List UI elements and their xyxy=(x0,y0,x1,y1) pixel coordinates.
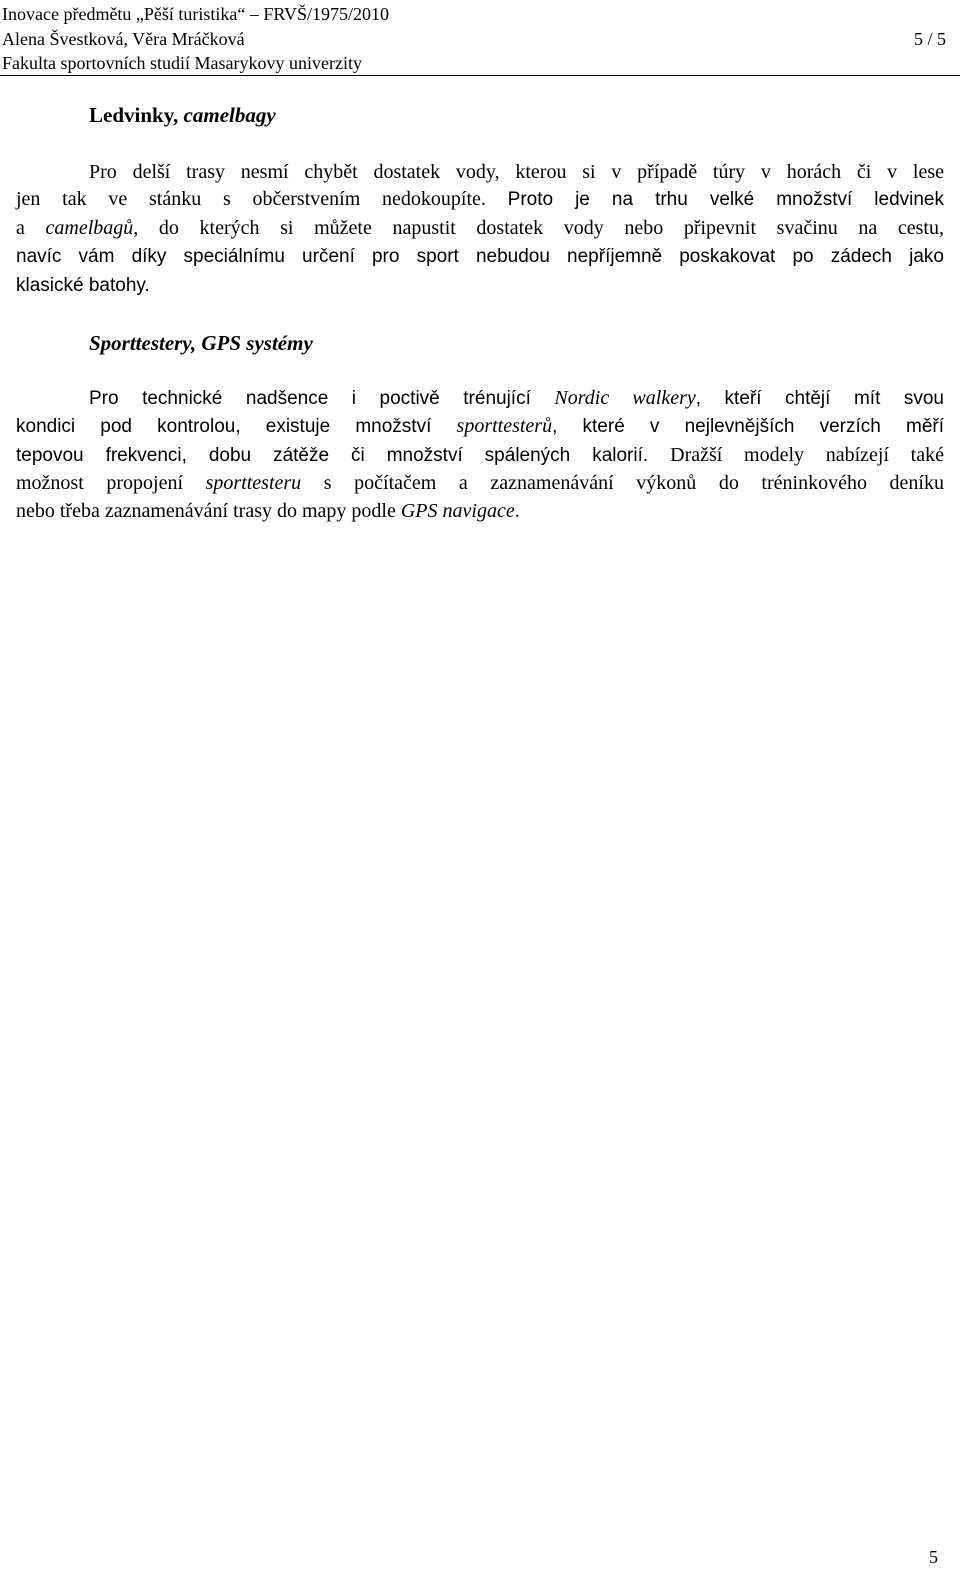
paragraph-line xyxy=(16,243,944,271)
paragraph-line xyxy=(16,185,944,214)
header-page-counter: 5 / 5 xyxy=(913,29,946,49)
text-run: , do kterých si můžete napustit dostatek vody nebo připevnit svačinu na cestu, xyxy=(133,217,944,239)
text-run: možnost propojení xyxy=(16,472,206,494)
paragraph-line xyxy=(16,497,944,525)
text-run-italic: GPS navigace xyxy=(400,500,515,522)
paragraph-line xyxy=(16,214,944,242)
section-heading-ledvinky xyxy=(89,102,276,128)
text-run-italic: camelbagů xyxy=(45,217,134,239)
text-run: navíc vám díky speciálnímu určení pro sport nebudou nepříjemně poskakovat po zádech jako xyxy=(16,246,944,267)
heading-italic: camelbagy xyxy=(183,103,276,127)
text-run-italic: Nordic walkery xyxy=(554,387,696,409)
header-course-title: Inovace předmětu „Pěší turistika“ – FRVŠ/1975/2010 xyxy=(2,4,389,24)
text-run: , které v nejlevnějších verzích měří xyxy=(552,416,944,437)
text-run: , kteří chtějí mít svou xyxy=(695,388,944,409)
footer-page-number: 5 xyxy=(929,1547,938,1567)
text-run: a xyxy=(16,217,46,239)
paragraph-line xyxy=(16,441,944,470)
text-run: nebo třeba zaznamenávání trasy do mapy podle xyxy=(16,500,401,522)
text-run: Dražší modely nabízejí také xyxy=(670,444,944,466)
paragraph-line xyxy=(89,384,944,413)
text-run: Proto je na trhu velké množství ledvinek xyxy=(507,189,944,210)
header-authors: Alena Švestková, Věra Mráčková xyxy=(2,29,245,49)
heading-plain: Ledvinky, xyxy=(89,103,184,127)
text-run: jen tak ve stánku s občerstvením nedokoupíte. xyxy=(16,188,508,210)
section-heading-sporttestery xyxy=(89,330,313,356)
text-run-italic: sporttesterů xyxy=(456,415,553,437)
header-divider xyxy=(0,75,960,76)
heading-italic: Sporttestery, GPS systémy xyxy=(89,331,313,355)
text-run-italic: sporttesteru xyxy=(205,472,302,494)
paragraph-line xyxy=(16,272,944,300)
text-run: Pro technické nadšence i poctivě trénující xyxy=(89,388,555,409)
paragraph-line xyxy=(89,158,944,186)
paragraph-line xyxy=(16,412,944,441)
text-run: Pro delší trasy nesmí chybět dostatek vody, kterou si v případě túry v horách či v lese xyxy=(89,161,944,183)
text-run: tepovou frekvenci, dobu zátěže či množství spálených kalorií. xyxy=(16,445,671,466)
paragraph-line xyxy=(16,469,944,497)
text-run: kondici pod kontrolou, existuje množství xyxy=(16,416,457,437)
header-faculty: Fakulta sportovních studií Masarykovy univerzity xyxy=(2,53,362,73)
text-run: s počítačem a zaznamenávání výkonů do tréninkového deníku xyxy=(301,472,944,494)
text-run: . xyxy=(514,500,520,522)
text-run: klasické batohy. xyxy=(16,275,150,296)
